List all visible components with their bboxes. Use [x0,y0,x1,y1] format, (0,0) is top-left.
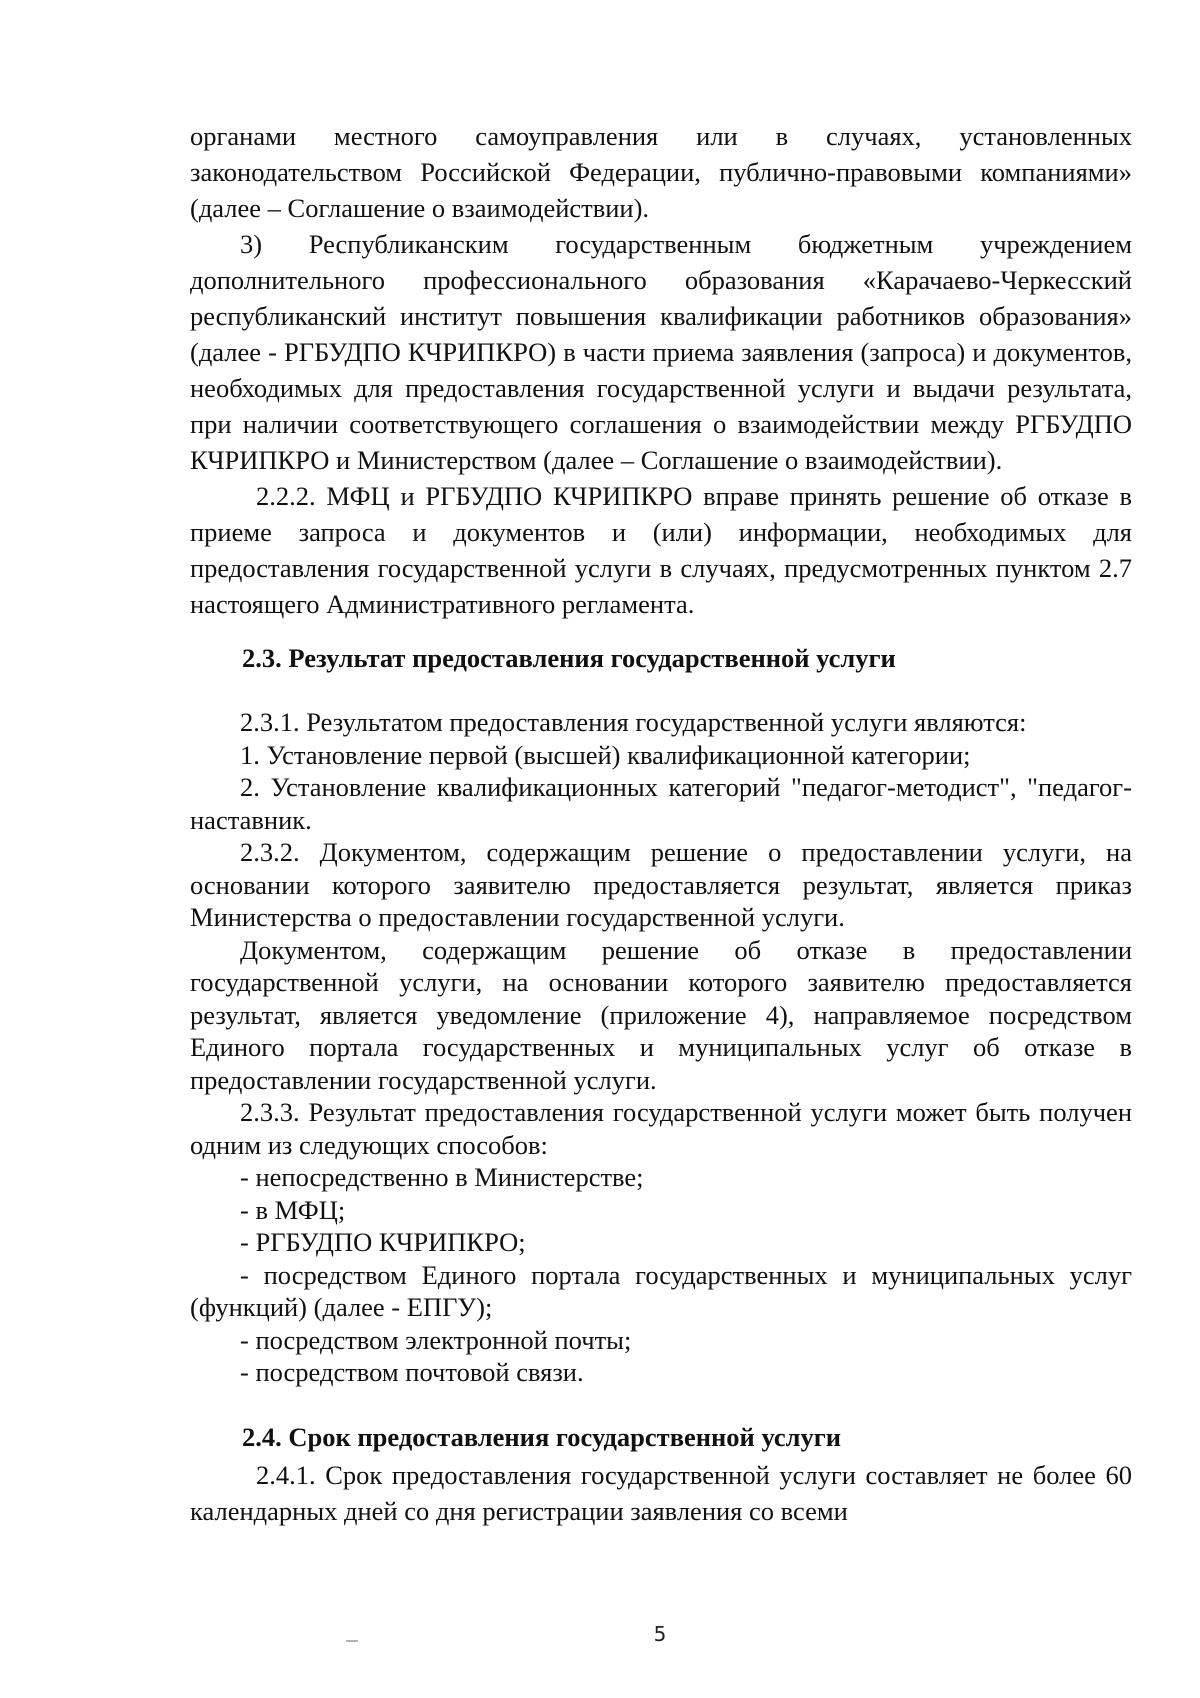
list-item-result-1: 1. Установление первой (высшей) квалификационной категории; [240,739,971,770]
section-2-3-body [190,706,1132,1389]
list-item-method-institute: - РГБУДПО КЧРИПКРО; [240,1227,526,1257]
page-number: 5 [653,1622,667,1646]
section-heading-2-4: 2.4. Срок предоставления государственной услуги [242,1421,842,1452]
paragraph-2-2-2: 2.2.2. МФЦ и РГБУДПО КЧРИПКРО вправе принять решение об отказе в приеме запроса и документов и (или) информации, необходимых для предоставления государственной услуги в случаях, предусмотренных пунктом 2.7 настоящего Административного регламента. [190,481,1132,619]
paragraph-2-3-1: 2.3.1. Результатом предоставления государственной услуги являются: [240,707,1027,737]
list-item-result-2: 2. Установление квалификационных категорий "педагог-методист", "педагог-наставник. [190,772,1132,835]
paragraph-item-3: 3) Республиканским государственным бюджетным учреждением дополнительного профессионального образования «Карачаево-Черкесский республиканский институт повышения квалификации работников образования» (далее - РГБУДПО КЧРИПКРО) в части приема заявления (запроса) и документов, необходимых для предоставления государственной услуги и выдачи результата, при наличии соответствующего соглашения о взаимодействии между РГБУДПО КЧРИПКРО и Министерством (далее – Соглашение о взаимодействии). [190,229,1132,475]
list-item-method-email: - посредством электронной почты; [240,1324,632,1355]
list-item-method-ministry: - непосредственно в Министерстве; [240,1162,644,1192]
document-page [190,118,1132,1529]
paragraph-2-3-3: 2.3.3. Результат предоставления государственной услуги может быть получен одним из следующих способов: [190,1097,1132,1160]
paragraph-2-4-1: 2.4.1. Срок предоставления государственной услуги составляет не более 60 календарных дней со дня регистрации заявления со всеми [190,1459,1132,1526]
list-item-method-mfc: - в МФЦ; [240,1194,346,1225]
paragraph-continuation: органами местного самоуправления или в случаях, установленных законодательством Российской Федерации, публично-правовыми компаниями» (далее – Соглашение о взаимодействии). [190,121,1132,223]
paragraph-refusal-document: Документом, содержащим решение об отказе в предоставлении государственной услуги, на основании которого заявителю предоставляется результат, является уведомление (приложение 4), направляемое посредством Единого портала государственных и муниципальных услуг об отказе в предоставлении государственной услуги. [190,934,1132,1095]
list-item-method-epgu: - посредством Единого портала государственных и муниципальных услуг (функций) (далее - ЕПГУ); [190,1259,1132,1322]
list-item-method-post: - посредством почтовой связи. [240,1357,584,1387]
section-heading-2-3: 2.3. Результат предоставления государственной услуги [242,643,896,673]
paragraph-2-3-2: 2.3.2. Документом, содержащим решение о предоставлении услуги, на основании которого заявителю предоставляется результат, является приказ Министерства о предоставлении государственной услуги. [190,837,1132,932]
